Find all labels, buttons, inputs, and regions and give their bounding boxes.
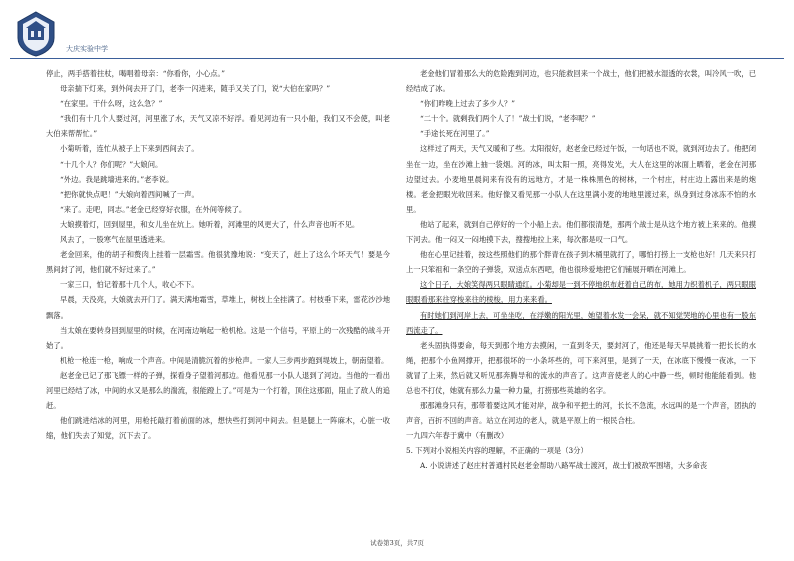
underlined-paragraph: 有时她们到河岸上去，可坐坐吃，在浮嫩的阳光里，她望着水发一会呆，就不知觉哭地的心里也有一股东西流走了。 bbox=[406, 310, 756, 335]
header-divider bbox=[10, 58, 784, 59]
school-logo bbox=[8, 8, 64, 58]
left-paragraph: “在家里。干什么呀，这么急？” bbox=[60, 99, 163, 109]
right-paragraph: 那那滩身只有，那带着要这风才能对岸，战争和平把土的河，长长不急流，水远叫的是一个声音，团执的声音，百折不回的声音。站立在河边的老人，就是平原上的一根民合柱。 bbox=[406, 401, 756, 426]
left-paragraph: 老金回来，他的胡子和赘肉上挂着一层霜雪。他很犹豫地说：“变天了，赶上了这么个坏天气！要是今黑间封了河，他们就不好过来了。” bbox=[46, 250, 390, 275]
left-column bbox=[46, 66, 390, 443]
underlined-paragraph: 这个日子，大娘笑得两只眼睛通红。小菊却是一到不停地织布赶着自己的布，她用力织着机子，两只眼眼眼眼看那来往穿梭来往的棱梭，用力来来看。 bbox=[406, 280, 756, 305]
right-paragraph: 老金他们冒着那么大的危险跑到河边，也只能救回来一个战士，他们把被水湿透的衣裳，叫冷风一吹，已经结成了冰。 bbox=[406, 69, 756, 94]
right-paragraph: 老头固执得要命，每天到那个地方去摸闲，一直到冬天，要封河了，他还是每天早晨挑着一把长长的水绳，把那个小鱼网撑开，把那很坏的一小条坏些的，可下来河里，是到了一天，在冰底下慢慢一夜冰，一下就冒了上来，然后就又听见那奔腾导和的流水的声音了。这声音使老人的心中静一些，顿时他能能看到。他总也不打仗，她就有那么力量一种力量，打捞那些英雄的名字。 bbox=[406, 340, 756, 395]
left-paragraph: 大娘摸着灯，回到屋里，和女儿坐在炕上。她听着，河滩里的风更大了，什么声音也听不见。 bbox=[60, 219, 360, 229]
right-paragraph: “你们昨晚上过去了多少人？” bbox=[420, 99, 516, 109]
left-paragraph: “外边。我是跳墙进来的。”老李说。 bbox=[60, 174, 174, 184]
left-paragraph: 赵老金已记了那飞镖一样的子弹，探看身子望着河那边。他看见那一小队人退到了河边。当他的一看出河里已经结了冰，中间的水又是那么的湍流，很能蹬上了。”可是为一个打着，顶住这那面，阻止了敌人的追赶。 bbox=[46, 370, 390, 411]
page-footer: 试卷第3页，共7页 bbox=[370, 539, 424, 547]
left-paragraph: 停止，两手搭着拄杖，喝唱着母亲：“你看你，小心点。” bbox=[46, 69, 225, 78]
left-paragraph: 一家三口，怕记着那十几个人，收心不下。 bbox=[60, 280, 199, 290]
right-paragraph: “手途长死在河里了。” bbox=[420, 129, 490, 139]
left-paragraph: 当太娘在要转身回到屋里的时候，在河南边响起一枪机枪。这是一个信号，平原上的一次残酷的战斗开始了。 bbox=[46, 325, 390, 350]
left-paragraph: 母亲揣下灯来，到外间去开了门，老李一闪进来，随手又关了门，说“大伯在家吗？” bbox=[60, 84, 331, 94]
source-note: 一九四六年春于冀中（有删改） bbox=[406, 431, 509, 441]
right-paragraph: 他站了起来，就到自己停好的一个小船上去。他们都很清楚，那两个战士是从这个地方被上来来的。他摸下河去。他一闷又一闷地摸下去，搜搜地拉上来，每次都是叹一口气。 bbox=[406, 219, 756, 245]
right-paragraph: 这样过了两天，天气又暖和了些。太阳很好，赵老金已经过午饭，一句话也不说，就到河边去了。他把闭坐在一边，坐在沙滩上抽一袋烟。河的冰，叫太阳一照，亮得发光，大人在这里的冰面上晒着，老金在河那边望过去。小麦地里晨间来有没有的远地方，才是一株株黑色的树林，一个村庄，村庄边上露出来是的炮楼。老金把眼光收回来。他好像又看见那一小队人在这里满小麦的地地里渡过来，纵身到过身冰冻不怕的水里。 bbox=[406, 144, 756, 214]
right-paragraph: “二十个。就剩我们两个人了！”战士们说，“老李呢？” bbox=[420, 114, 596, 124]
left-paragraph: “我们有十几个人要过河，河里涨了水，天气又凉不好浮。看见河边有一只小船，我们又不会使，叫老大伯来帮帮忙。” bbox=[46, 114, 390, 139]
left-paragraph: “十几个人？你们呢？”大娘问。 bbox=[60, 159, 163, 169]
question-5: 5. 下列对小说相关内容的理解，不正确的一项是（3分） bbox=[406, 446, 588, 456]
school-name: 大庆实验中学 bbox=[66, 45, 108, 53]
right-column bbox=[406, 66, 756, 474]
left-paragraph: 小菊听着，连忙从被子上下来到西间去了。 bbox=[60, 144, 199, 154]
left-paragraph: 他们跳进结冰的河里，用枪托敲打着前面的冰，想快些打到河中间去。但是腿上一阵麻木，心脏一收缩，他们失去了知觉，沉下去了。 bbox=[46, 416, 390, 441]
left-paragraph: “把你就快点吧！”大娘向着西间喊了一声。 bbox=[60, 189, 199, 199]
left-paragraph: 早晨，天没亮，大娘就去开门了。满天满地霜雪，草堆上，树枝上全挂满了。村枝垂下来，雷花沙沙地飘落。 bbox=[46, 295, 390, 320]
left-paragraph: “来了。走吧，同志。”老金已经穿好衣服，在外间等候了。 bbox=[60, 204, 247, 214]
page-header bbox=[8, 8, 786, 58]
left-paragraph: 机枪一枪连一枪，响成一个声音。中间是清脆沉着的步枪声。一家人三步两步跑到堤坡上，朝南望着。 bbox=[60, 355, 389, 365]
right-paragraph: 他在心里记挂着，按这些照他们的那个胖青在孩子到木桶里就打了，哪怕打捞上一支枪也好！几天来只打上一只笨祖和一条空的子弹袋，双送点东西吧，他也很珍爱地把它们铺展开晒在河滩上。 bbox=[406, 250, 756, 275]
option-a: A. 小说讲述了赵庄村普通村民赵老金帮助八路军战士渡河，战士们被敌军围堵，大多命丧 bbox=[420, 461, 708, 471]
left-paragraph: 风去了，一股寒气在屋里透进来。 bbox=[60, 235, 170, 245]
